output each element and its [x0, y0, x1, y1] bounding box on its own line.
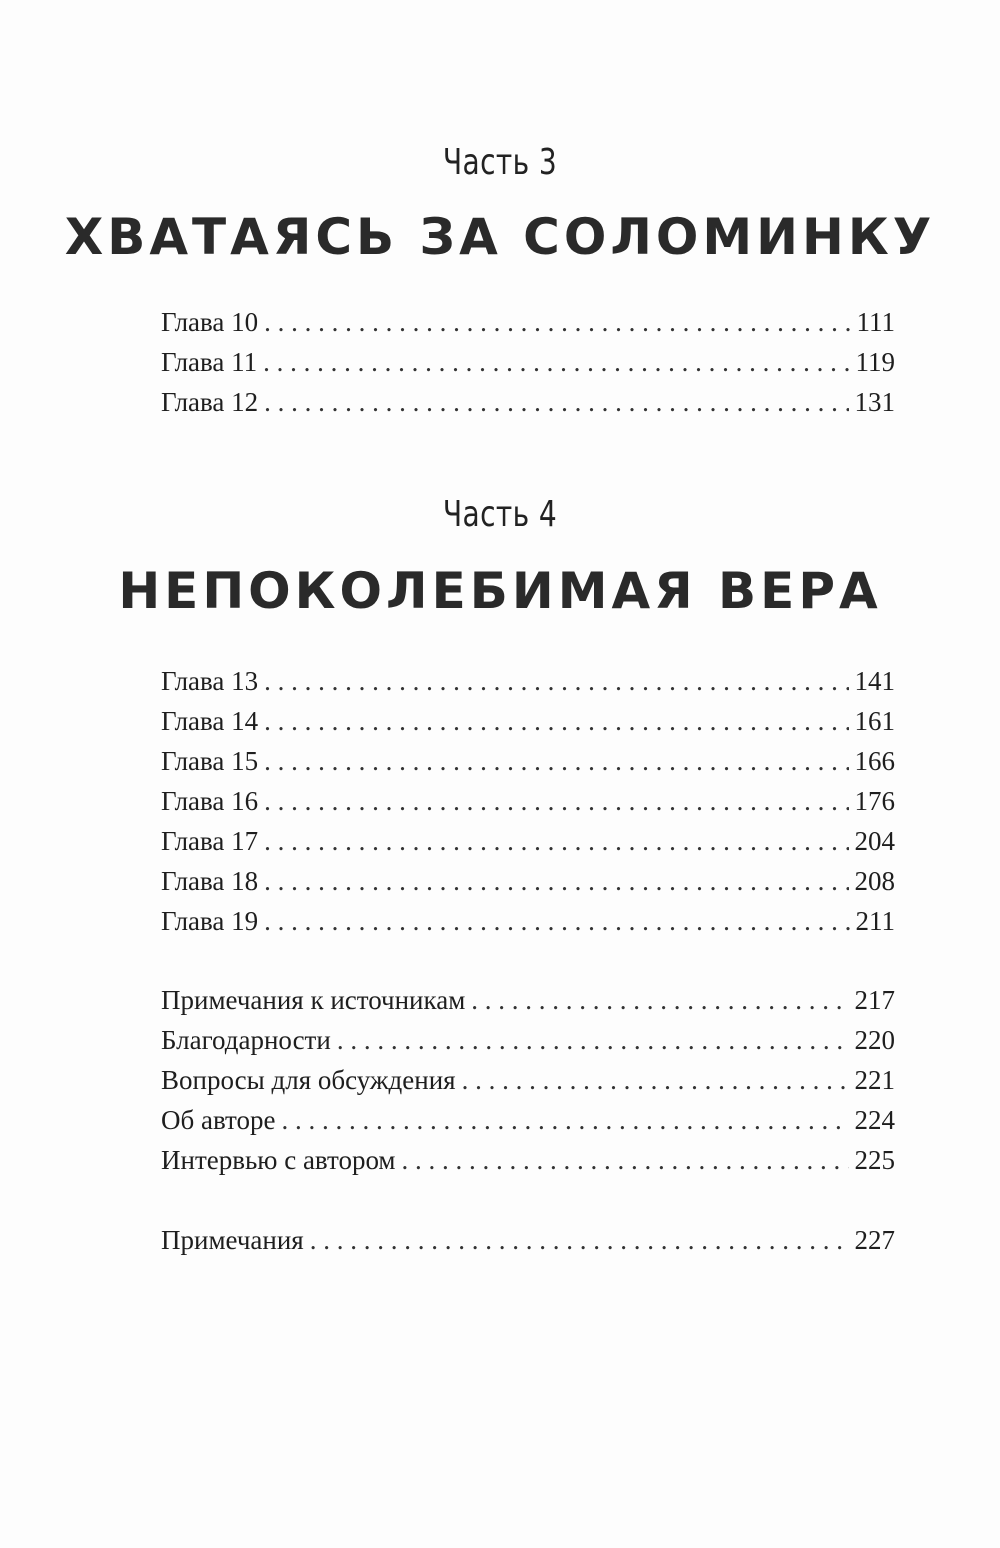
- toc-entry[interactable]: [161, 1060, 895, 1100]
- dot-leader: [264, 701, 848, 741]
- toc-notes: [161, 1220, 895, 1260]
- dot-leader: [264, 821, 848, 861]
- toc-entry-label: Об авторе: [161, 1105, 276, 1135]
- toc-entry[interactable]: [161, 1020, 895, 1060]
- toc-entry-label: Примечания к источникам: [161, 985, 466, 1015]
- toc-entry-page: 111: [856, 307, 895, 337]
- toc-entry-page: 220: [854, 1025, 895, 1055]
- dot-leader: [263, 342, 849, 382]
- toc-entry-label: Глава 19: [161, 906, 259, 936]
- toc-entry-page: 224: [854, 1105, 895, 1135]
- toc-entry-page: 131: [854, 387, 895, 417]
- dot-leader: [264, 901, 849, 941]
- toc-entry-label: Глава 13: [161, 666, 259, 696]
- toc-entry-label: Глава 17: [161, 826, 259, 856]
- toc-entry-label: Глава 11: [161, 347, 258, 377]
- toc-entry[interactable]: [161, 1100, 895, 1140]
- toc-entry-page: 141: [854, 666, 895, 696]
- dot-leader: [337, 1020, 849, 1060]
- toc-entry-label: Глава 18: [161, 866, 259, 896]
- toc-entry-page: 227: [854, 1225, 895, 1255]
- toc-entry[interactable]: [161, 661, 895, 701]
- dot-leader: [264, 741, 848, 781]
- toc-entry[interactable]: [161, 861, 895, 901]
- toc-entry-label: Примечания: [161, 1225, 304, 1255]
- toc-entry[interactable]: [161, 980, 895, 1020]
- dot-leader: [264, 302, 850, 342]
- toc-entry-page: 166: [854, 746, 895, 776]
- toc-entry[interactable]: [161, 382, 895, 422]
- toc-entry-page: 211: [855, 906, 895, 936]
- part-3-label: Часть 3: [442, 142, 558, 183]
- toc-entry-label: Глава 10: [161, 307, 259, 337]
- toc-entry[interactable]: [161, 781, 895, 821]
- toc-entry-label: Глава 12: [161, 387, 259, 417]
- dot-leader: [264, 382, 848, 422]
- dot-leader: [402, 1140, 849, 1180]
- toc-entry-page: 161: [854, 706, 895, 736]
- toc-entry[interactable]: [161, 302, 895, 342]
- part-3-title: ХВАТАЯСЬ ЗА СОЛОМИНКУ: [64, 208, 936, 266]
- toc-entry-label: Глава 14: [161, 706, 259, 736]
- toc-entry-label: Интервью с автором: [161, 1145, 396, 1175]
- toc-entry-page: 208: [854, 866, 895, 896]
- toc-entry-page: 119: [855, 347, 895, 377]
- toc-entry[interactable]: [161, 741, 895, 781]
- dot-leader: [264, 661, 848, 701]
- dot-leader: [264, 781, 848, 821]
- dot-leader: [281, 1100, 848, 1140]
- toc-part-3: [161, 302, 895, 422]
- toc-backmatter: [161, 980, 895, 1180]
- part-4-label: Часть 4: [442, 494, 558, 535]
- toc-part-4: [161, 661, 895, 941]
- toc-entry-label: Благодарности: [161, 1025, 331, 1055]
- toc-entry-page: 176: [854, 786, 895, 816]
- toc-entry[interactable]: [161, 1140, 895, 1180]
- toc-entry[interactable]: [161, 342, 895, 382]
- toc-entry-page: 225: [854, 1145, 895, 1175]
- toc-entry-label: Глава 16: [161, 786, 259, 816]
- dot-leader: [264, 861, 848, 901]
- dot-leader: [471, 980, 848, 1020]
- dot-leader: [462, 1060, 849, 1100]
- toc-entry-label: Глава 15: [161, 746, 259, 776]
- dot-leader: [310, 1220, 849, 1260]
- toc-entry-page: 204: [854, 826, 895, 856]
- toc-entry[interactable]: [161, 901, 895, 941]
- toc-entry-page: 217: [854, 985, 895, 1015]
- toc-entry-label: Вопросы для обсуждения: [161, 1065, 456, 1095]
- part-4-title: НЕПОКОЛЕБИМАЯ ВЕРА: [118, 562, 882, 620]
- toc-entry[interactable]: [161, 821, 895, 861]
- toc-entry[interactable]: [161, 701, 895, 741]
- toc-entry-page: 221: [854, 1065, 895, 1095]
- toc-entry[interactable]: [161, 1220, 895, 1260]
